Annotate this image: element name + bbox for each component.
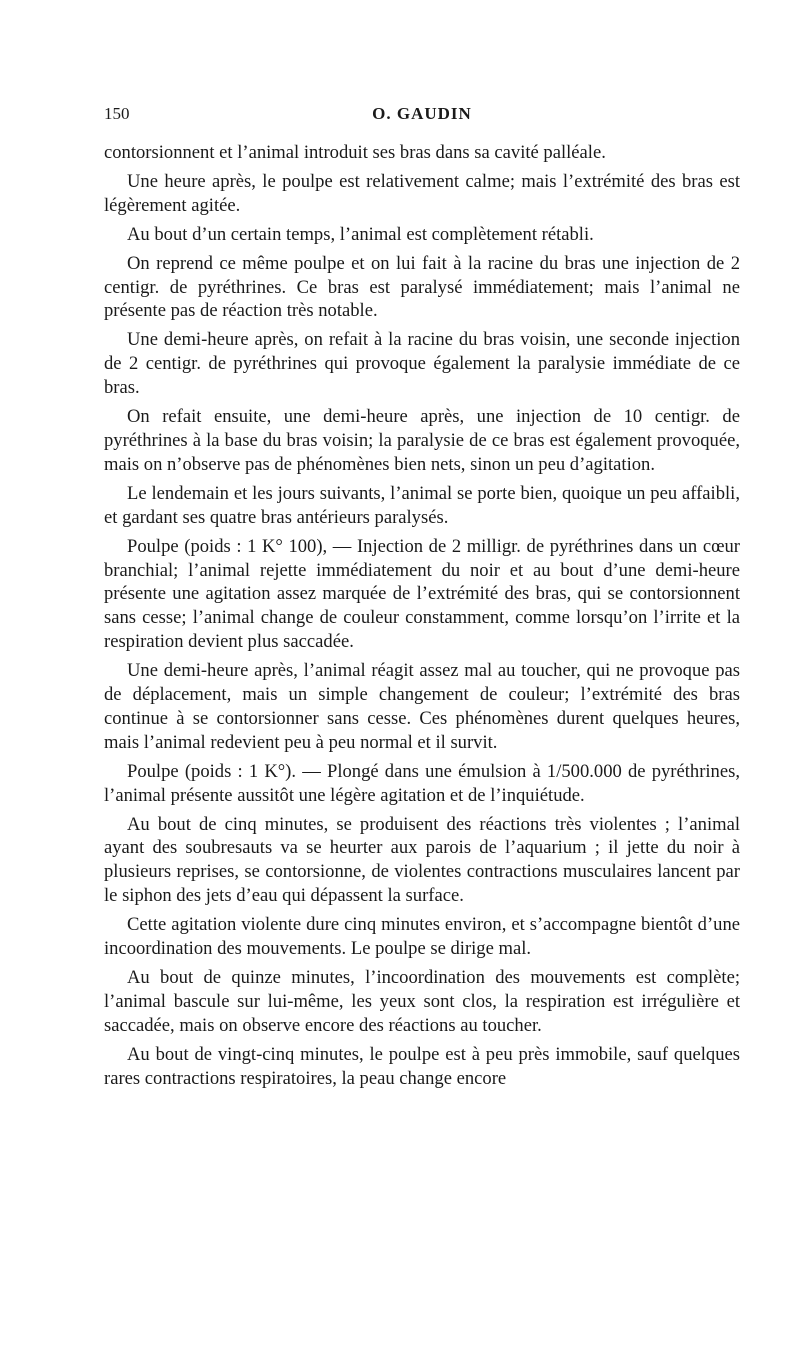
paragraph: Au bout de quinze minutes, l’incoordination des mouvements est complète; l’animal bascule sur lui-même, les yeux sont clos, la respiration est irrégulière et saccadée, mais on observe encore des réactions au toucher. (104, 967, 740, 1036)
paragraph: Poulpe (poids : 1 K°). — Plongé dans une émulsion à 1/500.000 de pyréthrines, l’animal présente aussitôt une légère agitation et de l’inquiétude. (104, 760, 740, 806)
paragraph: Cette agitation violente dure cinq minutes environ, et s’accompagne bientôt d’une incoordination des mouvements. Le poulpe se dirige mal. (104, 914, 740, 960)
running-head: O. GAUDIN (372, 104, 472, 123)
paragraph: Une demi-heure après, l’animal réagit assez mal au toucher, qui ne provoque pas de déplacement, mais un simple changement de couleur; l’extrémité des bras continue à se contorsionner sans cesse. Ces phénomènes durent quelques heures, mais l’animal redevient peu à peu normal et il survit. (104, 660, 740, 753)
page-number: 150 (104, 104, 130, 123)
paragraph: contorsionnent et l’animal introduit ses bras dans sa cavité palléale. (104, 142, 606, 163)
paragraph: Une demi-heure après, on refait à la racine du bras voisin, une seconde injection de 2 centigr. de pyréthrines qui provoque également la paralysie immédiate de ce bras. (104, 329, 740, 399)
page-header (104, 104, 740, 126)
paragraph: Une heure après, le poulpe est relativement calme; mais l’extrémité des bras est légèrement agitée. (104, 170, 740, 216)
paragraph: On refait ensuite, une demi-heure après, une injection de 10 centigr. de pyréthrines à la base du bras voisin; la paralysie de ce bras est également provoquée, mais on n’observe pas de phénomènes bien nets, sinon un peu d’agitation. (104, 406, 740, 475)
paragraph: Au bout de vingt-cinq minutes, le poulpe est à peu près immobile, sauf quelques rares contractions respiratoires, la peau change encore (104, 1043, 740, 1089)
paragraph: Au bout de cinq minutes, se produisent des réactions très violentes ; l’animal ayant des soubresauts va se heurter aux parois de l’aquarium ; il jette du noir à plusieurs reprises, se contorsionne, de violentes contractions musculaires lancent par le siphon des jets d’eau qui dépassent la surface. (104, 813, 740, 907)
paragraph: On reprend ce même poulpe et on lui fait à la racine du bras une injection de 2 centigr. de pyréthrines. Ce bras est paralysé immédiatement; mais l’animal ne présente pas de réaction très notable. (104, 252, 740, 322)
paragraph: Au bout d’un certain temps, l’animal est complètement rétabli. (127, 223, 594, 245)
body-text (104, 141, 740, 1096)
paragraph: Poulpe (poids : 1 K° 100), — Injection de 2 milligr. de pyréthrines dans un cœur branchial; l’animal rejette immédiatement du noir et au bout d’une demi-heure présente une agitation assez marquée de l’extrémité des bras, qui se contorsionnent sans cesse; l’animal change de couleur constamment, comme lorsqu’on l’irrite et la respiration devient plus saccadée. (104, 535, 740, 653)
paragraph: Le lendemain et les jours suivants, l’animal se porte bien, quoique un peu affaibli, et gardant ses quatre bras antérieurs paralysés. (104, 482, 740, 528)
